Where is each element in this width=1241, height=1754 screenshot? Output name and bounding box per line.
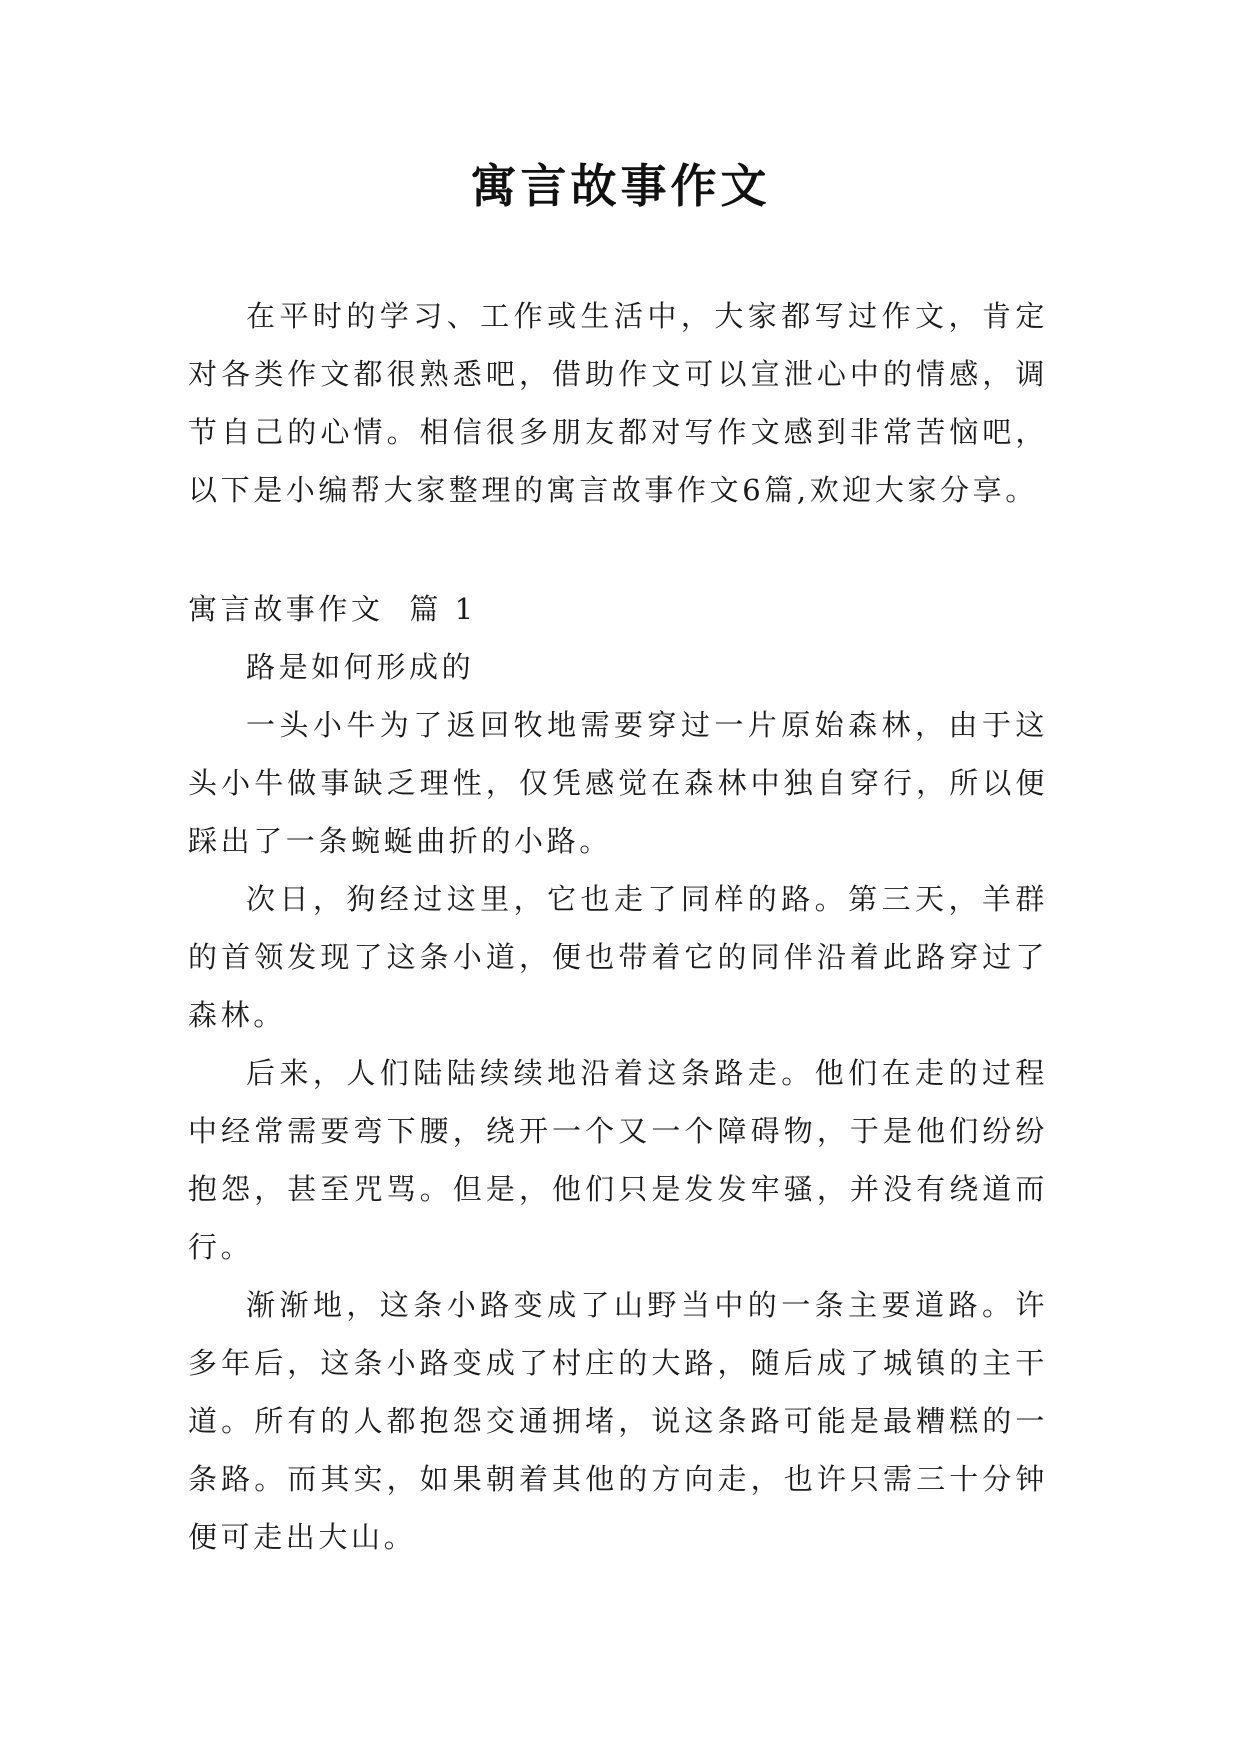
intro-block xyxy=(188,287,1048,519)
story-paragraph: 后来，人们陆陆续续地沿着这条路走。他们在走的过程中经常需要弯下腰，绕开一个又一个障碍物，于是他们纷纷抱怨，甚至咒骂。但是，他们只是发发牢骚，并没有绕道而行。 xyxy=(188,1056,1048,1264)
story-title: 路是如何形成的 xyxy=(246,650,475,684)
document-title: 寓言故事作文 xyxy=(470,159,771,213)
story-block xyxy=(188,580,1048,1566)
story-paragraph: 次日，狗经过这里，它也走了同样的路。第三天，羊群的首领发现了这条小道，便也带着它的同伴沿着此路穿过了森林。 xyxy=(188,882,1048,1032)
section-heading: 寓言故事作文 篇 1 xyxy=(188,592,477,626)
story-paragraph: 一头小牛为了返回牧地需要穿过一片原始森林，由于这头小牛做事缺乏理性，仅凭感觉在森林中独自穿行，所以便踩出了一条蜿蜒曲折的小路。 xyxy=(188,708,1048,858)
intro-paragraph: 在平时的学习、工作或生活中，大家都写过作文，肯定对各类作文都很熟悉吧，借助作文可以宣泄心中的情感，调节自己的心情。相信很多朋友都对写作文感到非常苦恼吧，以下是小编帮大家整理的寓言故事作文6篇,欢迎大家分享。 xyxy=(188,299,1048,507)
story-paragraph: 渐渐地，这条小路变成了山野当中的一条主要道路。许多年后，这条小路变成了村庄的大路，随后成了城镇的主干道。所有的人都抱怨交通拥堵，说这条路可能是最糟糕的一条路。而其实，如果朝着其他的方向走，也许只需三十分钟便可走出大山。 xyxy=(188,1288,1048,1554)
